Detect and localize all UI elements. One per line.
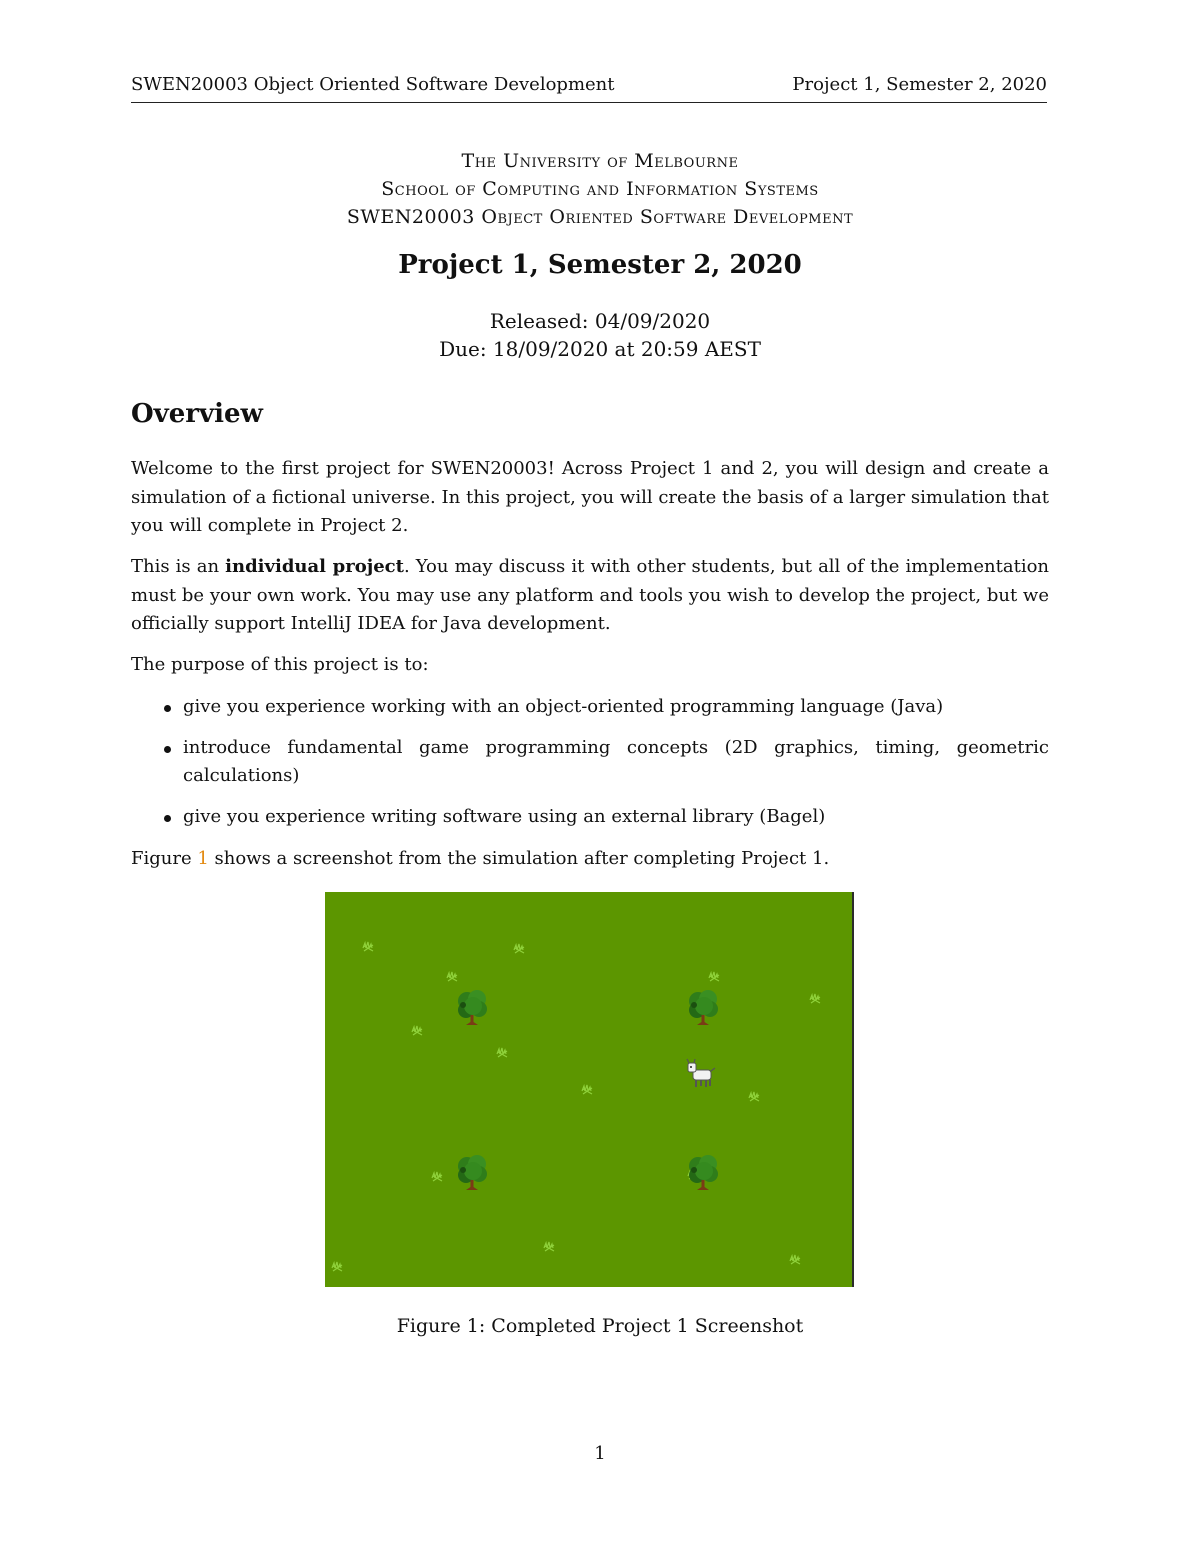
tree-icon — [458, 1155, 487, 1190]
running-header — [131, 74, 1047, 103]
list-item-text: give you experience working with an object-oriented programming language (Java) — [183, 696, 944, 717]
figure-1-link[interactable]: 1 — [197, 848, 209, 869]
p2-text-before: This is an — [131, 556, 226, 577]
header-subject: SWEN20003 Object Oriented Software Development — [131, 74, 615, 95]
grass-tuft-icon — [709, 972, 719, 981]
list-item-text: introduce fundamental game programming concepts (2D graphics, timing, geometric calculations) — [183, 737, 1049, 786]
figure-reference-line — [131, 845, 1049, 874]
release-date: Released: 04/09/2020 — [489, 309, 711, 333]
school-name: School of Computing and Information Systems — [381, 178, 819, 200]
grass-tuft-icon — [332, 1262, 342, 1271]
simulation-canvas — [325, 892, 852, 1287]
due-date: Due: 18/09/2020 at 20:59 AEST — [439, 337, 761, 361]
fig-ref-before: Figure — [131, 848, 198, 869]
bullet-icon — [164, 705, 171, 712]
bullet-icon — [164, 746, 171, 753]
tree-icon — [458, 990, 487, 1025]
grass-tuft-icon — [412, 1026, 422, 1035]
grass-tuft-icon — [810, 994, 820, 1003]
grass-tuft-icon — [432, 1172, 442, 1181]
section-heading-overview: Overview — [131, 399, 263, 429]
goat-icon — [687, 1059, 715, 1087]
subject-name: SWEN20003 Object Oriented Software Development — [346, 206, 854, 228]
grass-tuft-icon — [514, 944, 524, 953]
emphasis-individual-project: individual project — [225, 556, 404, 577]
header-project: Project 1, Semester 2, 2020 — [792, 74, 1047, 95]
university-name: The University of Melbourne — [461, 150, 739, 172]
tree-icon — [689, 990, 718, 1025]
grass-tuft-icon — [749, 1092, 759, 1101]
grass-tuft-icon — [497, 1048, 507, 1057]
fig-ref-after: shows a screenshot from the simulation after completing Project 1. — [208, 848, 830, 869]
grass-tuft-icon — [544, 1242, 554, 1251]
paragraph-welcome: Welcome to the first project for SWEN20003! Across Project 1 and 2, you will design and create a simulation of a fictional universe. In this project, you will create the basis of a larger simulation that you will complete in Project 2. — [131, 458, 1049, 536]
paragraph-individual — [131, 553, 1049, 639]
grass-tuft-icon — [582, 1085, 592, 1094]
p2-text-after: . You may discuss it with other students, but all of the implementation must be your own work. You may use any platform and tools you wish to develop the project, but we officially support IntelliJ IDEA for Java development. — [131, 556, 1049, 634]
project-title: Project 1, Semester 2, 2020 — [398, 250, 802, 280]
grass-tuft-icon — [790, 1255, 800, 1264]
grass-tuft-icon — [363, 942, 373, 951]
list-item-text: give you experience writing software using an external library (Bagel) — [183, 806, 826, 827]
page-number: 1 — [594, 1443, 606, 1464]
tree-icon — [689, 1155, 718, 1190]
paragraph-purpose: The purpose of this project is to: — [131, 654, 429, 675]
simulation-screenshot — [325, 892, 854, 1287]
figure-caption: Figure 1: Completed Project 1 Screenshot — [396, 1315, 804, 1337]
grass-tuft-icon — [447, 972, 457, 981]
bullet-icon — [164, 815, 171, 822]
